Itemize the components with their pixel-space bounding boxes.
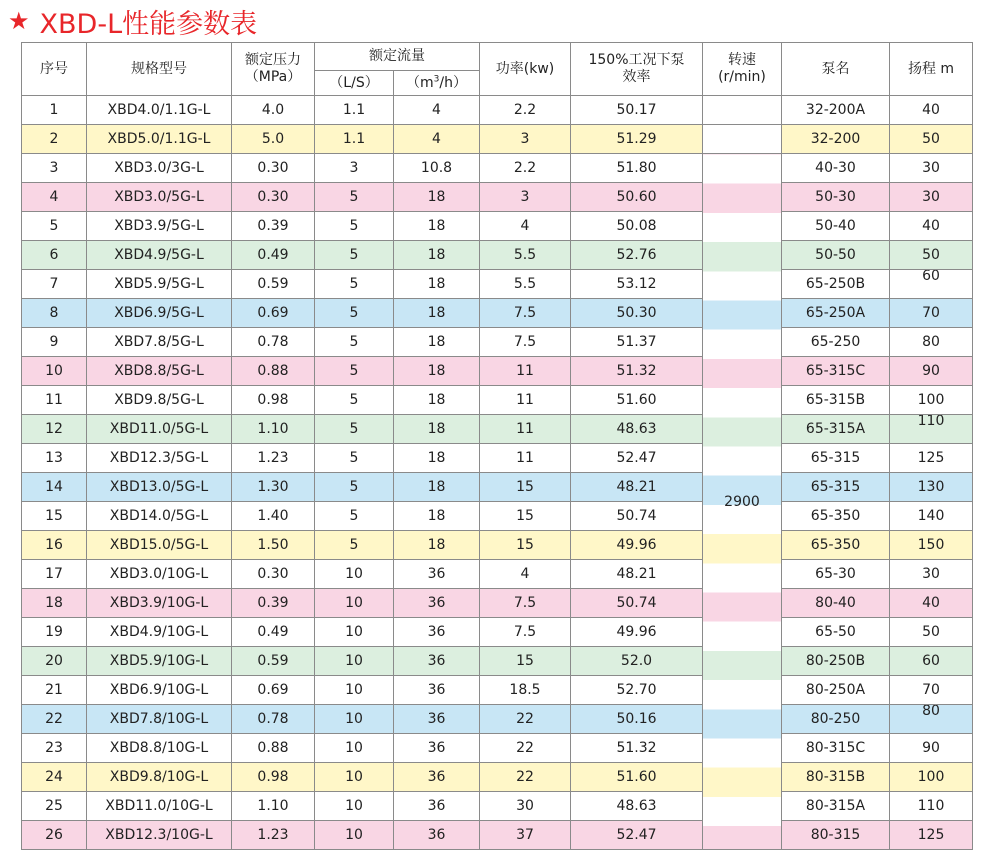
cell-pump: 32-200	[782, 125, 890, 154]
cell-model: XBD9.8/5G-L	[87, 386, 232, 415]
cell-pressure: 0.49	[232, 241, 315, 270]
cell-pump: 32-200A	[782, 96, 890, 125]
cell-ls: 10	[315, 821, 394, 850]
cell-power: 2.2	[480, 96, 571, 125]
header-flow-m3h	[394, 71, 480, 96]
cell-model: XBD6.9/5G-L	[87, 299, 232, 328]
cell-eff: 50.30	[571, 299, 703, 328]
cell-head-value: 110	[917, 414, 945, 429]
cell-ls: 5	[315, 531, 394, 560]
cell-pressure: 0.49	[232, 618, 315, 647]
cell-eff: 50.74	[571, 502, 703, 531]
table-row	[22, 96, 973, 125]
header-speed-unit: (r/min)	[718, 69, 766, 85]
cell-seq: 9	[22, 328, 87, 357]
cell-eff: 52.47	[571, 821, 703, 850]
cell-model: XBD4.0/1.1G-L	[87, 96, 232, 125]
cell-eff: 50.16	[571, 705, 703, 734]
cell-power: 22	[480, 734, 571, 763]
cell-eff: 51.60	[571, 386, 703, 415]
cell-ls: 3	[315, 154, 394, 183]
cell-pump: 65-315C	[782, 357, 890, 386]
table-row	[22, 183, 973, 212]
cell-head: 50	[890, 618, 973, 647]
cell-model: XBD7.8/10G-L	[87, 705, 232, 734]
cell-power: 7.5	[480, 299, 571, 328]
cell-pressure: 0.98	[232, 763, 315, 792]
cell-pressure: 0.88	[232, 357, 315, 386]
cell-model: XBD13.0/5G-L	[87, 473, 232, 502]
table-row	[22, 444, 973, 473]
cell-eff: 52.70	[571, 676, 703, 705]
cell-head: 60	[890, 647, 973, 676]
cell-power: 22	[480, 763, 571, 792]
cell-ls: 10	[315, 676, 394, 705]
cell-model: XBD12.3/10G-L	[87, 821, 232, 850]
cell-power: 4	[480, 560, 571, 589]
table-row	[22, 531, 973, 560]
cell-seq: 17	[22, 560, 87, 589]
cell-eff: 49.96	[571, 618, 703, 647]
cell-model: XBD3.0/3G-L	[87, 154, 232, 183]
table-row	[22, 502, 973, 531]
table-row	[22, 212, 973, 241]
cell-m3h: 4	[394, 125, 480, 154]
cell-head: 70	[890, 676, 973, 705]
cell-seq: 23	[22, 734, 87, 763]
cell-eff: 48.21	[571, 560, 703, 589]
header-speed	[703, 43, 782, 96]
cell-ls: 1.1	[315, 125, 394, 154]
cell-pressure: 1.40	[232, 502, 315, 531]
cell-m3h: 18	[394, 444, 480, 473]
cell-seq: 22	[22, 705, 87, 734]
cell-seq: 18	[22, 589, 87, 618]
cell-head: 50	[890, 241, 973, 270]
cell-pressure: 1.10	[232, 415, 315, 444]
page-title-text: XBD-L性能参数表	[39, 8, 258, 40]
cell-eff: 53.12	[571, 270, 703, 299]
cell-ls: 10	[315, 647, 394, 676]
cell-ls: 10	[315, 763, 394, 792]
table-row	[22, 589, 973, 618]
cell-model: XBD4.9/10G-L	[87, 618, 232, 647]
cell-head: 150	[890, 531, 973, 560]
cell-head: 110	[890, 792, 973, 821]
cell-pressure: 0.88	[232, 734, 315, 763]
table-row	[22, 473, 973, 502]
cell-seq: 1	[22, 96, 87, 125]
cell-ls: 5	[315, 183, 394, 212]
cell-eff: 48.63	[571, 415, 703, 444]
table-row	[22, 125, 973, 154]
cell-m3h: 36	[394, 821, 480, 850]
cell-head: 130	[890, 473, 973, 502]
cell-eff: 52.76	[571, 241, 703, 270]
header-pressure-label: 额定压力	[245, 52, 301, 68]
cell-pump: 65-250	[782, 328, 890, 357]
cell-model: XBD4.9/5G-L	[87, 241, 232, 270]
cell-pump: 65-315	[782, 444, 890, 473]
cell-seq: 14	[22, 473, 87, 502]
cell-m3h: 4	[394, 96, 480, 125]
cell-pressure: 0.98	[232, 386, 315, 415]
page-title	[8, 4, 257, 38]
header-flow-m3h-a: （m	[406, 74, 434, 91]
cell-m3h: 18	[394, 415, 480, 444]
cell-power: 15	[480, 502, 571, 531]
header-speed-label: 转速	[728, 52, 756, 68]
cell-eff: 50.08	[571, 212, 703, 241]
cell-power: 5.5	[480, 241, 571, 270]
cell-pump: 65-250A	[782, 299, 890, 328]
cell-pressure: 0.30	[232, 560, 315, 589]
cell-pressure: 0.59	[232, 647, 315, 676]
cell-m3h: 18	[394, 328, 480, 357]
cell-m3h: 18	[394, 386, 480, 415]
cell-ls: 5	[315, 212, 394, 241]
cell-m3h: 18	[394, 357, 480, 386]
cell-pump: 80-315A	[782, 792, 890, 821]
cell-m3h: 36	[394, 676, 480, 705]
cell-pressure: 4.0	[232, 96, 315, 125]
header-pump: 泵名	[782, 43, 890, 96]
cell-pressure: 5.0	[232, 125, 315, 154]
cell-power: 22	[480, 705, 571, 734]
cell-power: 37	[480, 821, 571, 850]
table-row	[22, 821, 973, 850]
cell-m3h: 36	[394, 763, 480, 792]
cell-power: 15	[480, 473, 571, 502]
cell-pressure: 0.69	[232, 676, 315, 705]
cell-pump: 65-350	[782, 531, 890, 560]
cell-pump: 65-315A	[782, 415, 890, 444]
table-row	[22, 647, 973, 676]
table-row	[22, 415, 973, 444]
cell-seq: 16	[22, 531, 87, 560]
cell-model: XBD7.8/5G-L	[87, 328, 232, 357]
cell-model: XBD3.0/5G-L	[87, 183, 232, 212]
cell-seq: 26	[22, 821, 87, 850]
cell-pressure: 0.39	[232, 212, 315, 241]
cell-ls: 5	[315, 415, 394, 444]
cell-head: 70	[890, 299, 973, 328]
cell-head: 40	[890, 212, 973, 241]
cell-power: 11	[480, 386, 571, 415]
header-power: 功率(kw)	[480, 43, 571, 96]
cell-power: 4	[480, 212, 571, 241]
header-efficiency-line1: 150%工况下泵	[588, 52, 685, 68]
header-model: 规格型号	[87, 43, 232, 96]
cell-head: 100	[890, 386, 973, 415]
cell-pressure: 0.69	[232, 299, 315, 328]
cell-seq: 2	[22, 125, 87, 154]
cell-seq: 24	[22, 763, 87, 792]
header-flow: 额定流量	[315, 43, 480, 71]
cell-pump: 80-250	[782, 705, 890, 734]
cell-head-value: 60	[922, 269, 940, 284]
cell-eff: 51.60	[571, 763, 703, 792]
cell-ls: 1.1	[315, 96, 394, 125]
cell-pump: 80-250A	[782, 676, 890, 705]
cell-head	[890, 705, 973, 734]
cell-pump: 65-250B	[782, 270, 890, 299]
header-flow-ls: （L/S）	[315, 71, 394, 96]
cell-head: 90	[890, 357, 973, 386]
table-row	[22, 386, 973, 415]
cell-model: XBD14.0/5G-L	[87, 502, 232, 531]
table-row	[22, 763, 973, 792]
cell-head: 50	[890, 125, 973, 154]
cell-head: 140	[890, 502, 973, 531]
cell-model: XBD11.0/10G-L	[87, 792, 232, 821]
cell-m3h: 18	[394, 502, 480, 531]
cell-power: 7.5	[480, 618, 571, 647]
cell-ls: 10	[315, 560, 394, 589]
cell-power: 5.5	[480, 270, 571, 299]
cell-model: XBD15.0/5G-L	[87, 531, 232, 560]
cell-seq: 20	[22, 647, 87, 676]
cell-ls: 5	[315, 444, 394, 473]
cell-pump: 65-50	[782, 618, 890, 647]
cell-ls: 5	[315, 502, 394, 531]
cell-pump: 65-30	[782, 560, 890, 589]
cell-ls: 5	[315, 241, 394, 270]
table-row	[22, 270, 973, 299]
cell-power: 7.5	[480, 328, 571, 357]
cell-head: 30	[890, 183, 973, 212]
cell-pressure: 1.23	[232, 821, 315, 850]
cell-head: 40	[890, 589, 973, 618]
cell-power: 11	[480, 357, 571, 386]
cell-head	[890, 270, 973, 299]
cell-pump: 80-315C	[782, 734, 890, 763]
cell-m3h: 36	[394, 560, 480, 589]
cell-power: 7.5	[480, 589, 571, 618]
cell-head: 40	[890, 96, 973, 125]
cell-eff: 48.63	[571, 792, 703, 821]
cell-seq: 21	[22, 676, 87, 705]
cell-ls: 10	[315, 705, 394, 734]
cell-pump: 50-30	[782, 183, 890, 212]
cell-eff: 51.32	[571, 357, 703, 386]
cell-pressure: 1.23	[232, 444, 315, 473]
cell-pressure: 1.50	[232, 531, 315, 560]
cell-model: XBD5.9/5G-L	[87, 270, 232, 299]
cell-ls: 5	[315, 270, 394, 299]
cell-pressure: 0.30	[232, 154, 315, 183]
cell-eff: 50.17	[571, 96, 703, 125]
cell-head: 80	[890, 328, 973, 357]
cell-pressure: 0.78	[232, 328, 315, 357]
cell-speed	[703, 125, 782, 154]
cell-speed	[703, 96, 782, 125]
cell-seq: 25	[22, 792, 87, 821]
cell-pump: 65-350	[782, 502, 890, 531]
table-row	[22, 299, 973, 328]
table-row	[22, 676, 973, 705]
cell-ls: 5	[315, 386, 394, 415]
cell-seq: 19	[22, 618, 87, 647]
cell-eff: 51.32	[571, 734, 703, 763]
cell-ls: 5	[315, 473, 394, 502]
cell-head: 125	[890, 821, 973, 850]
cell-m3h: 36	[394, 705, 480, 734]
cell-eff: 51.80	[571, 154, 703, 183]
cell-m3h: 18	[394, 531, 480, 560]
cell-model: XBD3.9/5G-L	[87, 212, 232, 241]
cell-ls: 10	[315, 618, 394, 647]
header-pressure-unit: （MPa）	[244, 69, 302, 85]
cell-m3h: 18	[394, 241, 480, 270]
cell-pump: 65-315B	[782, 386, 890, 415]
cell-ls: 5	[315, 299, 394, 328]
cell-power: 3	[480, 125, 571, 154]
cell-m3h: 18	[394, 299, 480, 328]
cell-seq: 6	[22, 241, 87, 270]
cell-ls: 5	[315, 328, 394, 357]
cell-pump: 80-40	[782, 589, 890, 618]
cell-m3h: 36	[394, 647, 480, 676]
cell-seq: 7	[22, 270, 87, 299]
cell-pressure: 0.30	[232, 183, 315, 212]
cell-pump: 50-40	[782, 212, 890, 241]
cell-power: 18.5	[480, 676, 571, 705]
cell-seq: 5	[22, 212, 87, 241]
cell-model: XBD9.8/10G-L	[87, 763, 232, 792]
table-row	[22, 792, 973, 821]
cell-eff: 51.29	[571, 125, 703, 154]
table-row	[22, 241, 973, 270]
cell-seq: 10	[22, 357, 87, 386]
cell-pressure: 0.59	[232, 270, 315, 299]
cell-eff: 52.0	[571, 647, 703, 676]
cell-power: 2.2	[480, 154, 571, 183]
cell-ls: 10	[315, 589, 394, 618]
table-row	[22, 618, 973, 647]
header-flow-m3h-sup: 3	[433, 73, 440, 84]
cell-model: XBD5.0/1.1G-L	[87, 125, 232, 154]
cell-head: 125	[890, 444, 973, 473]
cell-ls: 5	[315, 357, 394, 386]
cell-model: XBD12.3/5G-L	[87, 444, 232, 473]
cell-seq: 3	[22, 154, 87, 183]
cell-pressure: 1.30	[232, 473, 315, 502]
cell-ls: 10	[315, 734, 394, 763]
table-row	[22, 734, 973, 763]
table-row	[22, 357, 973, 386]
cell-head: 90	[890, 734, 973, 763]
header-efficiency-line2: 效率	[622, 69, 651, 85]
cell-ls: 10	[315, 792, 394, 821]
cell-head	[890, 415, 973, 444]
cell-power: 15	[480, 531, 571, 560]
table-row	[22, 154, 973, 183]
cell-head-value: 80	[922, 704, 940, 719]
header-head: 扬程 m	[890, 43, 973, 96]
cell-m3h: 36	[394, 734, 480, 763]
cell-head: 30	[890, 560, 973, 589]
cell-model: XBD3.0/10G-L	[87, 560, 232, 589]
cell-seq: 11	[22, 386, 87, 415]
header-pressure	[232, 43, 315, 96]
cell-power: 3	[480, 183, 571, 212]
cell-model: XBD3.9/10G-L	[87, 589, 232, 618]
performance-table	[21, 42, 973, 850]
header-efficiency	[571, 43, 703, 96]
cell-seq: 12	[22, 415, 87, 444]
cell-eff: 51.37	[571, 328, 703, 357]
cell-m3h: 36	[394, 792, 480, 821]
cell-pump: 50-50	[782, 241, 890, 270]
cell-pressure: 1.10	[232, 792, 315, 821]
cell-m3h: 18	[394, 212, 480, 241]
cell-model: XBD8.8/10G-L	[87, 734, 232, 763]
cell-eff: 48.21	[571, 473, 703, 502]
cell-head: 100	[890, 763, 973, 792]
cell-power: 15	[480, 647, 571, 676]
cell-eff: 49.96	[571, 531, 703, 560]
cell-m3h: 18	[394, 183, 480, 212]
cell-model: XBD6.9/10G-L	[87, 676, 232, 705]
cell-model: XBD11.0/5G-L	[87, 415, 232, 444]
cell-eff: 50.74	[571, 589, 703, 618]
header-flow-m3h-b: /h）	[439, 74, 467, 91]
table-row	[22, 705, 973, 734]
cell-model: XBD5.9/10G-L	[87, 647, 232, 676]
cell-pressure: 0.39	[232, 589, 315, 618]
cell-model: XBD8.8/5G-L	[87, 357, 232, 386]
cell-speed: 2900	[703, 154, 782, 850]
cell-m3h: 36	[394, 618, 480, 647]
cell-eff: 50.60	[571, 183, 703, 212]
cell-pump: 65-315	[782, 473, 890, 502]
cell-pump: 40-30	[782, 154, 890, 183]
cell-power: 30	[480, 792, 571, 821]
cell-seq: 4	[22, 183, 87, 212]
header-seq: 序号	[22, 43, 87, 96]
cell-pressure: 0.78	[232, 705, 315, 734]
cell-seq: 13	[22, 444, 87, 473]
star-icon: ★	[8, 7, 30, 35]
cell-pump: 80-250B	[782, 647, 890, 676]
cell-m3h: 36	[394, 589, 480, 618]
table-body	[22, 96, 973, 850]
cell-seq: 8	[22, 299, 87, 328]
cell-pump: 80-315B	[782, 763, 890, 792]
cell-power: 11	[480, 415, 571, 444]
cell-m3h: 18	[394, 270, 480, 299]
cell-head: 30	[890, 154, 973, 183]
cell-pump: 80-315	[782, 821, 890, 850]
cell-m3h: 18	[394, 473, 480, 502]
table-row	[22, 560, 973, 589]
cell-seq: 15	[22, 502, 87, 531]
cell-m3h: 10.8	[394, 154, 480, 183]
cell-power: 11	[480, 444, 571, 473]
table-row	[22, 328, 973, 357]
cell-eff: 52.47	[571, 444, 703, 473]
